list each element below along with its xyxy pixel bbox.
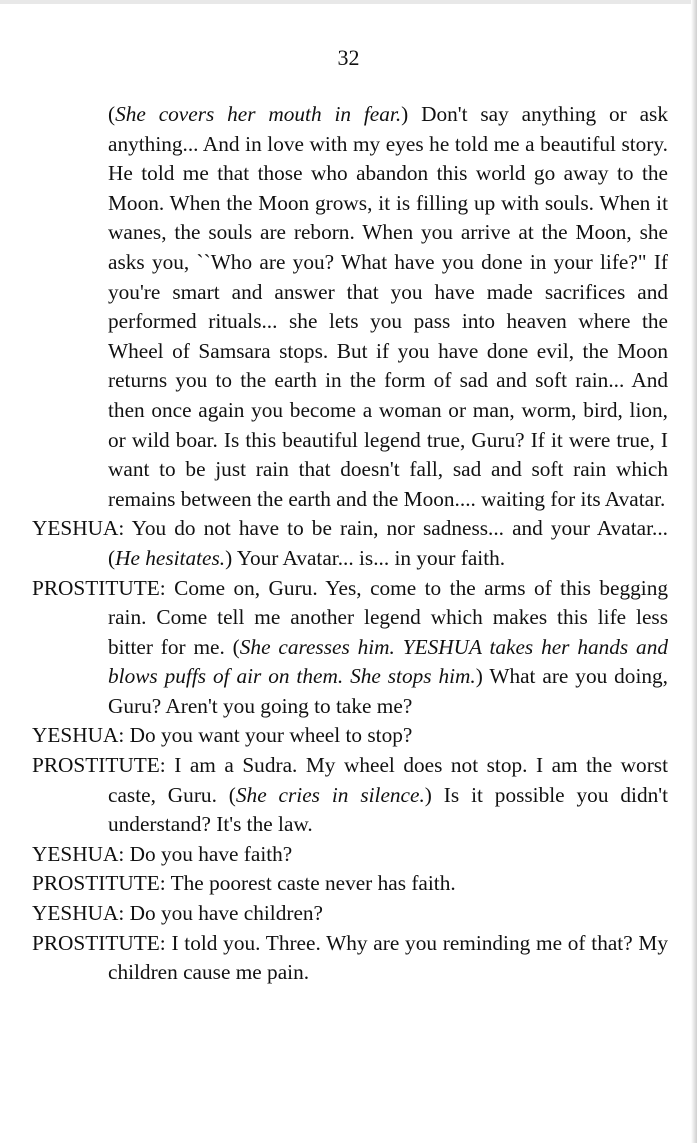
dialogue-text: Do you have faith? [124,841,293,866]
stage-direction: He hesitates. [115,545,226,570]
speaker-name: YESHUA: [32,723,125,748]
page-top-edge [0,0,697,4]
speaker-name: YESHUA: [32,901,125,926]
dialogue-line [32,574,668,722]
dialogue-text: ) Is it possible you didn't understand? It's the law. [108,782,668,837]
dialogue-text: You do not have to be rain, nor sadness... and your Avatar... ( [108,516,668,570]
dialogue-text: I told you. Three. Why are you reminding me of that? My children cause me pain. [108,930,668,985]
dialogue-text: ) Don't say anything or ask anything... And in love with my eyes he told me a beautiful story. He told me that those who abandon this world go away to the Moon. When the Moon grows, it is filling up with souls. When it wanes, the souls are reborn. When you arrive at the Moon, she asks you, ``Who are you? What have you done in your life?" If you're smart and answer that you have made sacrifices and performed rituals... she lets you pass into heaven where the Wheel of Samsara stops. But if you have done evil, the Moon returns you to the earth in the form of sad and soft rain... And then once again you become a woman or man, worm, bird, lion, or wild boar. Is this beautiful legend true, Guru? If it were true, I want to be just rain that doesn't fall, sad and soft rain which remains between the earth and the Moon.... waiting for its Avatar. [108,102,668,511]
dialogue-text: ( [108,102,116,126]
dialogue-line [32,899,668,929]
dialogue-text: Do you have children? [124,901,323,926]
dialogue-line [32,840,668,870]
stage-direction: She caresses him. YESHUA takes her hands and blows puffs of air on them. She stops him. [108,634,668,689]
dialogue-line [32,751,668,840]
dialogue-line [32,721,668,751]
dialogue-line [32,929,668,988]
speaker-name: PROSTITUTE: [32,575,166,600]
speaker-name: PROSTITUTE: [32,753,166,778]
speaker-name: PROSTITUTE: [32,930,166,955]
dialogue-text: Do you want your wheel to stop? [124,723,413,748]
dialogue-line [32,869,668,899]
dialogue-text: ) Your Avatar... is... in your faith. [225,545,506,570]
page-number: 32 [337,45,360,70]
dialogue-continuation [32,100,668,514]
dialogue-text: ) What are you doing, Guru? Aren't you going to take me? [108,664,668,718]
speaker-name: YESHUA: [32,516,125,541]
speaker-name: PROSTITUTE: [32,871,166,896]
dialogue-text: I am a Sudra. My wheel does not stop. I am the worst caste, Guru. ( [108,753,668,807]
page-right-edge-shadow [691,0,697,1143]
dialogue-text: The poorest caste never has faith. [165,871,456,896]
stage-direction: She cries in silence. [235,782,425,807]
dialogue-text: Come on, Guru. Yes, come to the arms of this begging rain. Come tell me another legend which makes this life less bitter for me. ( [108,575,668,659]
speaker-name: YESHUA: [32,841,125,866]
dialogue-line [32,514,668,573]
stage-direction: She covers her mouth in fear. [115,102,402,126]
script-text-body [32,100,668,988]
